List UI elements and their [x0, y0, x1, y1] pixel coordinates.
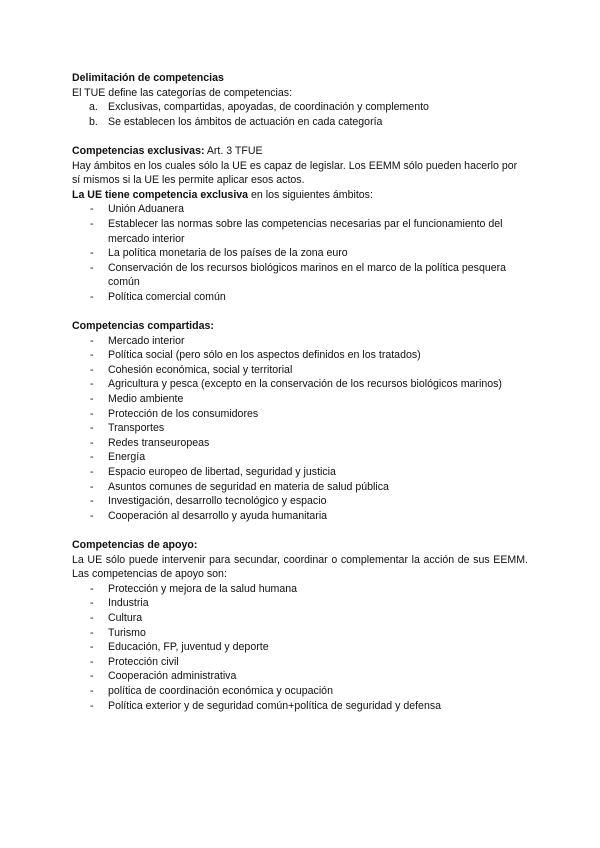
list-marker: - — [90, 393, 94, 406]
list-item — [72, 684, 528, 699]
dash-list — [72, 334, 528, 524]
list-marker: b. — [89, 115, 98, 128]
list-marker: - — [90, 451, 94, 464]
section-exclusivas — [72, 144, 528, 305]
list-item-text: Mercado interior — [108, 334, 185, 347]
list-item-text: Industria — [108, 597, 149, 610]
treaty-reference: Art. 3 TFUE — [204, 144, 263, 157]
list-marker: - — [90, 626, 94, 639]
list-marker: - — [90, 290, 94, 303]
list-marker: - — [90, 597, 94, 610]
list-item-text: Unión Aduanera — [108, 203, 184, 216]
list-marker: - — [90, 422, 94, 435]
list-item-text: Investigación, desarrollo tecnológico y espacio — [108, 495, 327, 508]
section-heading-line — [72, 144, 528, 159]
list-marker: - — [90, 334, 94, 347]
section-lead — [72, 188, 528, 203]
section-heading: Delimitación de competencias — [72, 72, 224, 84]
list-marker: - — [90, 655, 94, 668]
lead-bold-text: La UE tiene competencia exclusiva — [72, 188, 249, 201]
list-marker: - — [90, 699, 94, 712]
list-item — [72, 465, 528, 480]
list-item-text: Transportes — [108, 422, 165, 435]
list-item — [72, 582, 528, 597]
list-item — [72, 450, 528, 465]
list-item-text: Política exterior y de seguridad común+política de seguridad y defensa — [108, 699, 442, 712]
list-item-text: Se establecen los ámbitos de actuación en cada categoría — [108, 115, 383, 128]
list-marker: - — [90, 670, 94, 683]
section-paragraph: Hay ámbitos en los cuales sólo la UE es capaz de legislar. Los EEMM sólo pueden hacerlo por sí mismos si la UE les permite aplicar esos actos. — [72, 159, 518, 187]
list-item-text: Energía — [108, 451, 146, 464]
list-marker: - — [90, 436, 94, 449]
list-item-text: Medio ambiente — [108, 393, 184, 406]
list-item-text: Política social (pero sólo en los aspectos definidos en los tratados) — [108, 349, 421, 362]
list-item — [72, 363, 528, 378]
lettered-list — [72, 100, 528, 129]
list-item-text: Asuntos comunes de seguridad en materia de salud pública — [108, 480, 389, 493]
list-item-text: Cohesión económica, social y territorial — [108, 363, 293, 376]
list-item — [72, 407, 528, 422]
list-marker: - — [90, 495, 94, 508]
list-item — [72, 480, 528, 495]
list-item — [72, 669, 528, 684]
list-item-text: Redes transeuropeas — [108, 436, 210, 449]
list-marker: - — [90, 363, 94, 376]
list-item — [72, 640, 528, 655]
list-marker: - — [90, 582, 94, 595]
list-item — [72, 217, 528, 246]
list-item-text: Turismo — [108, 626, 146, 639]
list-item-text: Cooperación administrativa — [108, 670, 237, 683]
list-item — [72, 421, 528, 436]
section-intro: El TUE define las categorías de competencias: — [72, 86, 293, 99]
list-item-text: La política monetaria de los países de la zona euro — [108, 247, 348, 260]
list-marker: - — [90, 684, 94, 697]
list-item — [72, 202, 528, 217]
list-item-text: Cultura — [108, 611, 143, 624]
list-marker: - — [90, 466, 94, 479]
list-item-text: Establecer las normas sobre las competencias necesarias par el funcionamiento del mercado interior — [108, 217, 503, 245]
list-marker: - — [90, 611, 94, 624]
list-item — [72, 334, 528, 349]
section-compartidas — [72, 319, 528, 523]
list-marker: - — [90, 349, 94, 362]
list-item — [72, 655, 528, 670]
list-item-text: Exclusivas, compartidas, apoyadas, de coordinación y complemento — [108, 101, 429, 114]
list-item — [72, 596, 528, 611]
list-item — [72, 290, 528, 305]
section-apoyo — [72, 538, 528, 713]
section-delimitacion — [72, 71, 528, 129]
list-item — [72, 261, 528, 290]
list-item-text: política de coordinación económica y ocupación — [108, 684, 333, 697]
document-content — [72, 71, 528, 713]
list-item — [72, 494, 528, 509]
section-heading: Competencias de apoyo: — [72, 539, 198, 551]
list-item-text: Conservación de los recursos biológicos marinos en el marco de la política pesquera común — [108, 261, 507, 289]
list-item — [72, 436, 528, 451]
list-marker: - — [90, 261, 94, 274]
list-item — [72, 626, 528, 641]
list-item — [72, 611, 528, 626]
section-paragraph: La UE sólo puede intervenir para secundar, coordinar o complementar la acción de sus EEMM. Las competencias de apoyo son: — [72, 553, 528, 581]
list-item-text: Cooperación al desarrollo y ayuda humanitaria — [108, 509, 328, 522]
dash-list — [72, 582, 528, 713]
list-marker: - — [90, 480, 94, 493]
section-heading: Competencias compartidas: — [72, 320, 214, 333]
list-item-text: Protección civil — [108, 655, 179, 668]
list-item-text: Educación, FP, juventud y deporte — [108, 641, 269, 654]
list-marker: - — [90, 407, 94, 420]
list-item-text: Espacio europeo de libertad, seguridad y justicia — [108, 466, 336, 479]
list-item — [72, 246, 528, 261]
list-marker: - — [90, 378, 94, 391]
list-marker: a. — [89, 101, 98, 114]
list-item-text: Protección de los consumidores — [108, 407, 259, 420]
section-heading: Competencias exclusivas: — [72, 144, 205, 157]
list-marker: - — [90, 203, 94, 216]
list-item — [72, 377, 528, 392]
list-item — [72, 509, 528, 524]
list-marker: - — [90, 509, 94, 522]
list-item — [72, 348, 528, 363]
list-item-text: Política comercial común — [108, 290, 226, 303]
lead-text: en los siguientes ámbitos: — [248, 188, 373, 201]
dash-list — [72, 202, 528, 304]
list-marker: - — [90, 247, 94, 260]
list-item-text: Agricultura y pesca (excepto en la conservación de los recursos biológicos marinos) — [108, 378, 502, 391]
list-marker: - — [90, 641, 94, 654]
list-item — [72, 100, 528, 115]
list-item-text: Protección y mejora de la salud humana — [108, 582, 298, 595]
list-marker: - — [90, 217, 94, 230]
list-item — [72, 699, 528, 714]
list-item — [72, 392, 528, 407]
list-item — [72, 115, 528, 130]
